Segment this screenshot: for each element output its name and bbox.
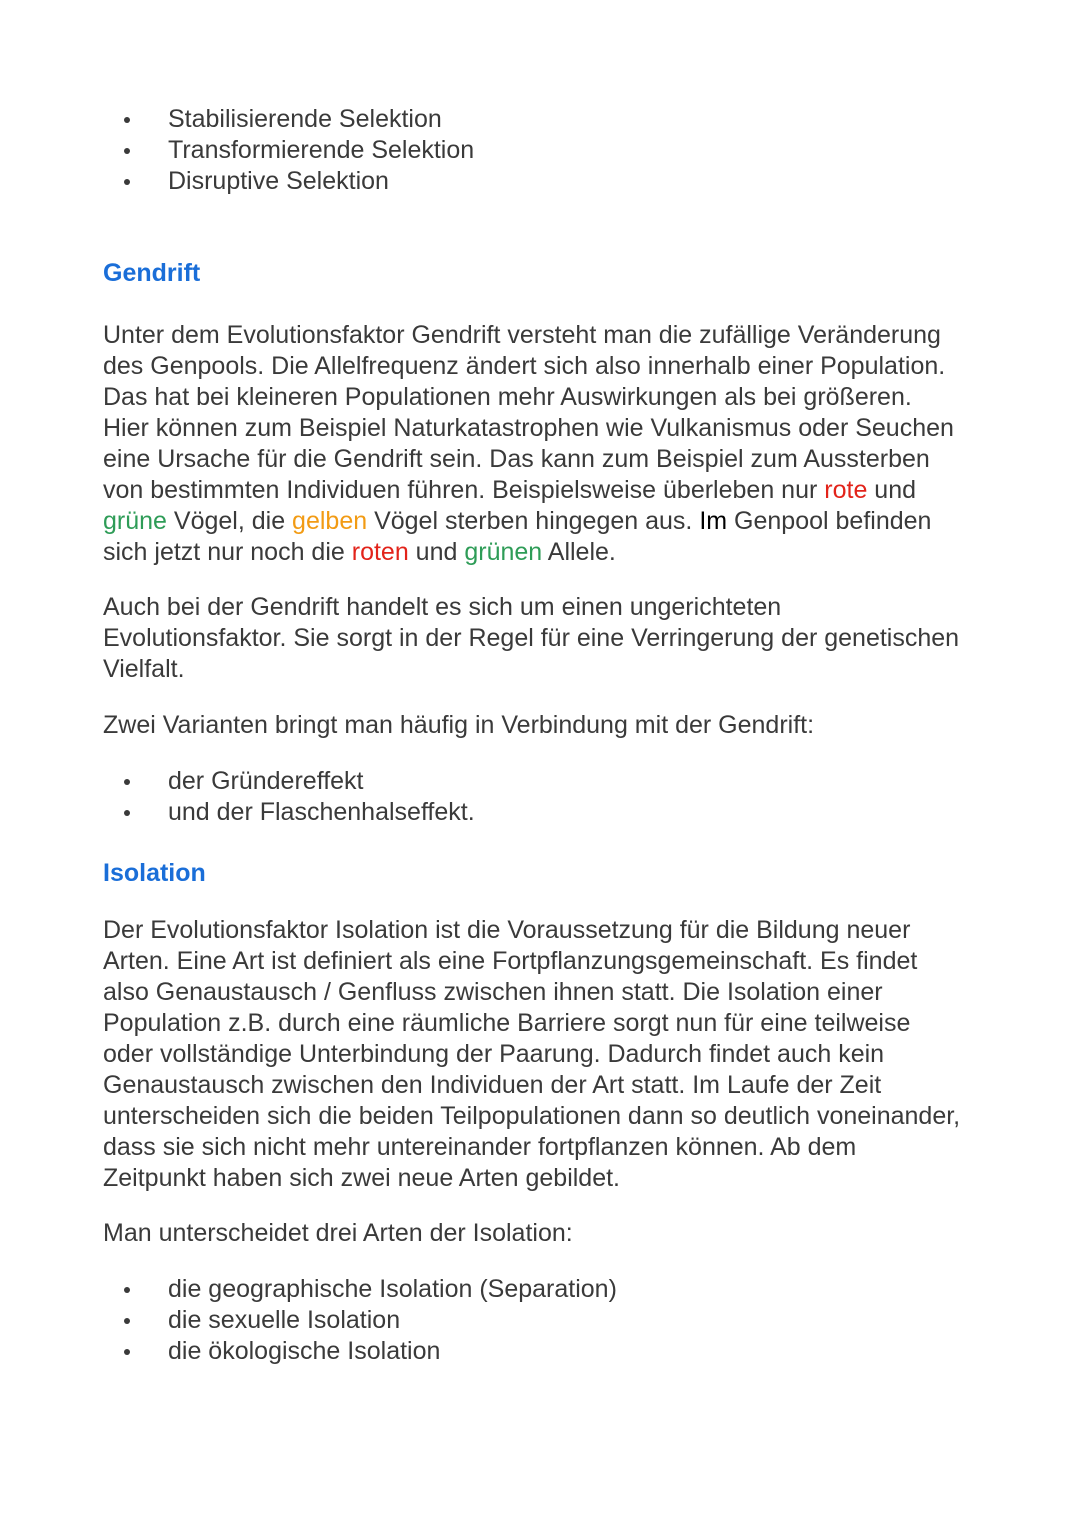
isolation-paragraph-1 — [103, 915, 993, 1194]
selection-types-list — [103, 104, 993, 197]
list-item-text: Disruptive Selektion — [168, 167, 389, 195]
text-line: Man unterscheidet drei Arten der Isolation: — [103, 1219, 573, 1247]
text-line: Evolutionsfaktor. Sie sorgt in der Regel für eine Verringerung der genetischen — [103, 624, 960, 652]
bullet-icon — [124, 1287, 130, 1293]
list-item — [103, 797, 993, 828]
highlight-green-word: grünen — [464, 538, 543, 566]
text-line: unterscheiden sich die beiden Teilpopulationen dann so deutlich voneinander, — [103, 1102, 961, 1130]
text-line: Zeitpunkt haben sich zwei neue Arten gebildet. — [103, 1164, 621, 1192]
bullet-icon — [124, 148, 130, 154]
bullet-icon — [124, 117, 130, 123]
text-segment: sich jetzt nur noch die — [103, 538, 352, 566]
text-line: des Genpools. Die Allelfrequenz ändert sich also innerhalb einer Population. — [103, 352, 946, 380]
bullet-icon — [124, 1349, 130, 1355]
gendrift-paragraph-1 — [103, 320, 993, 568]
list-item — [103, 1274, 993, 1305]
list-item-text: die geographische Isolation (Separation) — [168, 1275, 617, 1303]
list-item-text: die ökologische Isolation — [168, 1337, 441, 1365]
list-item-text: Transformierende Selektion — [168, 136, 475, 164]
gendrift-paragraph-3 — [103, 710, 993, 741]
text-segment: Vögel sterben hingegen aus. — [367, 507, 700, 535]
highlight-orange-word: gelben — [292, 507, 368, 535]
text-segment: Allele. — [542, 538, 616, 566]
list-item — [103, 166, 993, 197]
list-item — [103, 135, 993, 166]
list-item-text: die sexuelle Isolation — [168, 1306, 401, 1334]
list-item — [103, 1305, 993, 1336]
list-item — [103, 1336, 993, 1367]
text-line — [103, 506, 993, 537]
text-line: Unter dem Evolutionsfaktor Gendrift versteht man die zufällige Veränderung — [103, 321, 941, 349]
bullet-icon — [124, 810, 130, 816]
text-segment: Vögel, die — [166, 507, 293, 535]
list-item — [103, 766, 993, 797]
gendrift-heading: Gendrift — [103, 259, 201, 287]
text-segment-dark: Im — [699, 507, 728, 535]
bullet-icon — [124, 179, 130, 185]
list-item-text: und der Flaschenhalseffekt. — [168, 798, 475, 826]
text-line: Population z.B. durch eine räumliche Barriere sorgt nun für eine teilweise — [103, 1009, 911, 1037]
text-line: Vielfalt. — [103, 655, 185, 683]
highlight-red-word: rote — [824, 476, 868, 504]
list-item-text: Stabilisierende Selektion — [168, 105, 442, 133]
text-segment: Genpool befinden — [727, 507, 932, 535]
isolation-heading: Isolation — [103, 859, 206, 887]
gendrift-variants-list — [103, 766, 993, 828]
list-item — [103, 104, 993, 135]
isolation-types-list — [103, 1274, 993, 1367]
text-segment: von bestimmten Individuen führen. Beispielsweise überleben nur — [103, 476, 825, 504]
text-line: oder vollständige Unterbindung der Paarung. Dadurch findet auch kein — [103, 1040, 885, 1068]
text-line: Arten. Eine Art ist definiert als eine Fortpflanzungsgemeinschaft. Es findet — [103, 947, 918, 975]
bullet-icon — [124, 779, 130, 785]
text-line — [103, 475, 993, 506]
text-line: Zwei Varianten bringt man häufig in Verbindung mit der Gendrift: — [103, 711, 815, 739]
text-line: dass sie sich nicht mehr untereinander fortpflanzen können. Ab dem — [103, 1133, 857, 1161]
text-segment: und — [867, 476, 917, 504]
isolation-paragraph-2 — [103, 1218, 993, 1249]
text-line — [103, 537, 993, 568]
text-line: Der Evolutionsfaktor Isolation ist die Voraussetzung für die Bildung neuer — [103, 916, 911, 944]
list-item-text: der Gründereffekt — [168, 767, 364, 795]
text-line: Genaustausch zwischen den Individuen der Art statt. Im Laufe der Zeit — [103, 1071, 882, 1099]
text-line: Auch bei der Gendrift handelt es sich um einen ungerichteten — [103, 593, 782, 621]
text-line: Das hat bei kleineren Populationen mehr Auswirkungen als bei größeren. — [103, 383, 912, 411]
text-segment: und — [408, 538, 465, 566]
text-line: Hier können zum Beispiel Naturkatastrophen wie Vulkanismus oder Seuchen — [103, 414, 954, 442]
gendrift-paragraph-2 — [103, 592, 993, 685]
highlight-green-word: grüne — [103, 507, 167, 535]
text-line: eine Ursache für die Gendrift sein. Das kann zum Beispiel zum Aussterben — [103, 445, 930, 473]
highlight-red-word: roten — [351, 538, 409, 566]
text-line: also Genaustausch / Genfluss zwischen ihnen statt. Die Isolation einer — [103, 978, 883, 1006]
bullet-icon — [124, 1318, 130, 1324]
